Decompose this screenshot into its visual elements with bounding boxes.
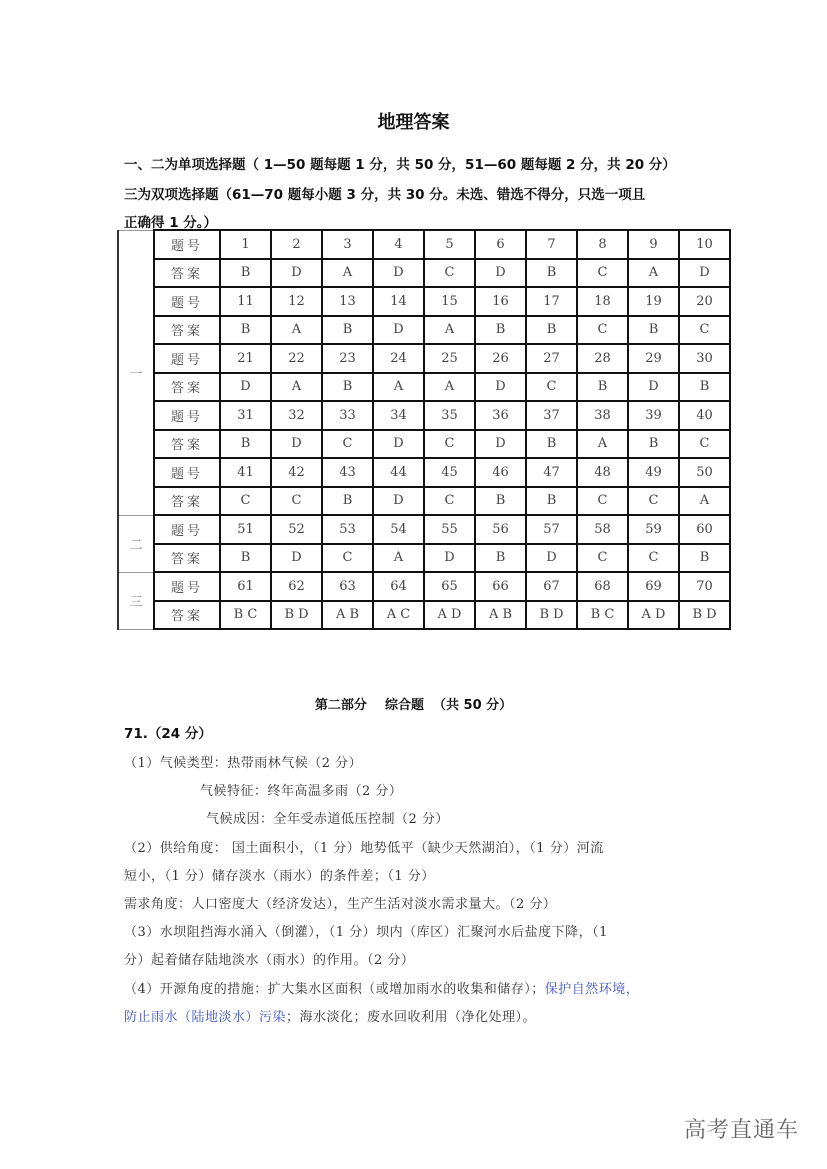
question-number-row bbox=[118, 572, 730, 601]
question-number-cell: 53 bbox=[322, 515, 373, 544]
answer-cell: C bbox=[577, 259, 628, 288]
question-number-cell: 33 bbox=[322, 401, 373, 430]
answer-cell: D bbox=[373, 259, 424, 288]
answer-line bbox=[124, 1006, 536, 1025]
answer-cell: B C bbox=[220, 601, 271, 630]
question-number-cell: 46 bbox=[475, 458, 526, 487]
question-number-cell: 48 bbox=[577, 458, 628, 487]
answer-line bbox=[124, 865, 435, 884]
row-label-answer: 答案 bbox=[154, 259, 220, 288]
answer-cell: B bbox=[526, 430, 577, 459]
question-number-cell: 49 bbox=[628, 458, 679, 487]
question-number-cell: 6 bbox=[475, 230, 526, 259]
answer-cell: B bbox=[526, 316, 577, 345]
text-segment: 分）起着储存陆地淡水（雨水）的作用。（2 分） bbox=[124, 953, 415, 968]
answer-row bbox=[118, 373, 730, 402]
question-number-cell: 3 bbox=[322, 230, 373, 259]
question-number-cell: 60 bbox=[679, 515, 730, 544]
answer-cell: A D bbox=[628, 601, 679, 630]
answer-cell: D bbox=[526, 544, 577, 573]
question-number-cell: 62 bbox=[271, 572, 322, 601]
part2-heading: 第二部分 综合题 （共 50 分） bbox=[314, 698, 513, 713]
answer-cell: C bbox=[271, 487, 322, 516]
answer-cell: A bbox=[577, 430, 628, 459]
answer-cell: A bbox=[424, 373, 475, 402]
answer-cell: C bbox=[577, 487, 628, 516]
question-number-cell: 2 bbox=[271, 230, 322, 259]
answer-cell: C bbox=[628, 487, 679, 516]
answer-cell: C bbox=[628, 544, 679, 573]
question-number-cell: 30 bbox=[679, 344, 730, 373]
answer-cell: B bbox=[526, 259, 577, 288]
question-number-cell: 34 bbox=[373, 401, 424, 430]
question-number-cell: 42 bbox=[271, 458, 322, 487]
answer-cell: A bbox=[424, 316, 475, 345]
section-label: 三 bbox=[118, 572, 154, 629]
text-segment: （3）水坝阻挡海水涌入（倒灌），（1 分）坝内（库区）汇聚河水后盐度下降，（1 bbox=[124, 925, 608, 940]
answer-cell: C bbox=[679, 430, 730, 459]
question-number-cell: 68 bbox=[577, 572, 628, 601]
question-number-row bbox=[118, 287, 730, 316]
intro-line-2: 三为双项选择题（61—70 题每小题 3 分，共 30 分。未选、错选不得分，只选一项且 bbox=[124, 187, 646, 203]
answer-cell: D bbox=[271, 544, 322, 573]
watermark: 高考直通车 bbox=[683, 1118, 799, 1143]
text-segment: （2）供给角度： 国土面积小，（1 分）地势低平（缺少天然湖泊），（1 分）河流 bbox=[124, 841, 604, 856]
answer-line bbox=[124, 893, 556, 912]
answer-cell: B bbox=[679, 373, 730, 402]
question-number-row bbox=[118, 515, 730, 544]
question-number-cell: 41 bbox=[220, 458, 271, 487]
text-segment: 需求角度：人口密度大（经济发达），生产生活对淡水需求量大。（2 分） bbox=[124, 897, 557, 912]
page-title: 地理答案 bbox=[377, 112, 450, 133]
answer-row bbox=[118, 316, 730, 345]
answer-line bbox=[200, 780, 402, 799]
question-number-cell: 4 bbox=[373, 230, 424, 259]
text-segment: （4）开源角度的措施：扩大集水区面积（或增加雨水的收集和储存）； bbox=[124, 982, 545, 997]
answer-cell: A bbox=[373, 544, 424, 573]
answer-cell: D bbox=[373, 316, 424, 345]
question-number-cell: 9 bbox=[628, 230, 679, 259]
answer-cell: C bbox=[322, 544, 373, 573]
question-number-cell: 66 bbox=[475, 572, 526, 601]
question-71-title: 71.（24 分） bbox=[124, 726, 212, 742]
question-number-cell: 32 bbox=[271, 401, 322, 430]
question-number-cell: 61 bbox=[220, 572, 271, 601]
question-number-cell: 65 bbox=[424, 572, 475, 601]
question-number-cell: 25 bbox=[424, 344, 475, 373]
question-number-cell: 38 bbox=[577, 401, 628, 430]
question-number-cell: 21 bbox=[220, 344, 271, 373]
question-number-cell: 8 bbox=[577, 230, 628, 259]
row-label-answer: 答案 bbox=[154, 544, 220, 573]
question-number-cell: 39 bbox=[628, 401, 679, 430]
question-number-cell: 45 bbox=[424, 458, 475, 487]
row-label-number: 题号 bbox=[154, 572, 220, 601]
answer-cell: D bbox=[373, 487, 424, 516]
answer-cell: D bbox=[271, 430, 322, 459]
question-number-cell: 70 bbox=[679, 572, 730, 601]
answer-cell: B bbox=[220, 316, 271, 345]
answer-cell: B bbox=[220, 259, 271, 288]
answer-line bbox=[124, 978, 639, 997]
answer-cell: B bbox=[628, 316, 679, 345]
question-number-cell: 31 bbox=[220, 401, 271, 430]
question-number-cell: 24 bbox=[373, 344, 424, 373]
question-number-cell: 23 bbox=[322, 344, 373, 373]
question-number-cell: 29 bbox=[628, 344, 679, 373]
answer-cell: C bbox=[322, 430, 373, 459]
question-number-cell: 37 bbox=[526, 401, 577, 430]
question-number-cell: 52 bbox=[271, 515, 322, 544]
answer-cell: D bbox=[475, 430, 526, 459]
question-number-cell: 56 bbox=[475, 515, 526, 544]
question-number-cell: 14 bbox=[373, 287, 424, 316]
answer-cell: A B bbox=[475, 601, 526, 630]
question-number-cell: 69 bbox=[628, 572, 679, 601]
question-number-cell: 54 bbox=[373, 515, 424, 544]
row-label-answer: 答案 bbox=[154, 316, 220, 345]
question-number-row bbox=[118, 401, 730, 430]
answer-table bbox=[117, 229, 731, 630]
question-number-cell: 13 bbox=[322, 287, 373, 316]
answer-cell: A bbox=[628, 259, 679, 288]
answer-cell: D bbox=[424, 544, 475, 573]
answer-line bbox=[124, 921, 608, 940]
text-segment: （1）气候类型：热带雨林气候（2 分） bbox=[124, 756, 363, 771]
answer-cell: A C bbox=[373, 601, 424, 630]
section-label: 二 bbox=[118, 515, 154, 572]
text-segment: ；海水淡化；废水回收利用（净化处理）。 bbox=[286, 1010, 537, 1025]
question-number-cell: 57 bbox=[526, 515, 577, 544]
answer-cell: B bbox=[475, 487, 526, 516]
answer-cell: B C bbox=[577, 601, 628, 630]
answer-cell: A bbox=[271, 316, 322, 345]
answer-cell: D bbox=[373, 430, 424, 459]
answer-cell: A bbox=[271, 373, 322, 402]
answer-row bbox=[118, 544, 730, 573]
answer-cell: B bbox=[322, 316, 373, 345]
highlighted-text: 防止雨水（陆地淡水）污染 bbox=[124, 1010, 287, 1025]
answer-cell: B bbox=[220, 544, 271, 573]
question-number-cell: 44 bbox=[373, 458, 424, 487]
question-number-cell: 17 bbox=[526, 287, 577, 316]
answer-line bbox=[206, 808, 449, 827]
answer-cell: C bbox=[220, 487, 271, 516]
answer-cell: A bbox=[373, 373, 424, 402]
answer-cell: D bbox=[628, 373, 679, 402]
answer-cell: B D bbox=[526, 601, 577, 630]
question-number-cell: 19 bbox=[628, 287, 679, 316]
answer-row bbox=[118, 601, 730, 630]
question-number-cell: 51 bbox=[220, 515, 271, 544]
answer-cell: C bbox=[577, 544, 628, 573]
section-label: 一 bbox=[118, 230, 154, 515]
question-number-cell: 47 bbox=[526, 458, 577, 487]
answer-cell: B D bbox=[679, 601, 730, 630]
question-number-cell: 5 bbox=[424, 230, 475, 259]
answer-cell: A D bbox=[424, 601, 475, 630]
question-number-row bbox=[118, 344, 730, 373]
question-number-cell: 10 bbox=[679, 230, 730, 259]
question-number-cell: 50 bbox=[679, 458, 730, 487]
question-number-cell: 18 bbox=[577, 287, 628, 316]
answer-row bbox=[118, 430, 730, 459]
intro-line-1: 一、二为单项选择题（ 1—50 题每题 1 分，共 50 分，51—60 题每题 2 分，共 20 分） bbox=[124, 157, 676, 173]
row-label-answer: 答案 bbox=[154, 601, 220, 630]
question-number-cell: 28 bbox=[577, 344, 628, 373]
answer-cell: B bbox=[220, 430, 271, 459]
question-number-cell: 15 bbox=[424, 287, 475, 316]
answer-cell: C bbox=[577, 316, 628, 345]
row-label-answer: 答案 bbox=[154, 487, 220, 516]
answer-row bbox=[118, 259, 730, 288]
answer-line bbox=[124, 949, 414, 968]
answer-cell: C bbox=[424, 430, 475, 459]
answer-line bbox=[124, 752, 362, 771]
question-number-cell: 12 bbox=[271, 287, 322, 316]
answer-cell: B bbox=[322, 487, 373, 516]
answer-line bbox=[124, 837, 604, 856]
question-number-cell: 22 bbox=[271, 344, 322, 373]
question-number-cell: 26 bbox=[475, 344, 526, 373]
answer-row bbox=[118, 487, 730, 516]
answer-cell: A bbox=[679, 487, 730, 516]
answer-cell: C bbox=[424, 259, 475, 288]
answer-cell: D bbox=[679, 259, 730, 288]
question-number-cell: 43 bbox=[322, 458, 373, 487]
question-number-cell: 67 bbox=[526, 572, 577, 601]
question-number-cell: 58 bbox=[577, 515, 628, 544]
row-label-answer: 答案 bbox=[154, 373, 220, 402]
answer-cell: B bbox=[577, 373, 628, 402]
question-number-cell: 16 bbox=[475, 287, 526, 316]
answer-cell: B bbox=[526, 487, 577, 516]
row-label-number: 题号 bbox=[154, 287, 220, 316]
row-label-number: 题号 bbox=[154, 344, 220, 373]
question-number-cell: 64 bbox=[373, 572, 424, 601]
question-number-cell: 27 bbox=[526, 344, 577, 373]
question-number-cell: 7 bbox=[526, 230, 577, 259]
answer-cell: C bbox=[526, 373, 577, 402]
answer-cell: B bbox=[475, 544, 526, 573]
question-number-row bbox=[118, 230, 730, 259]
question-number-cell: 1 bbox=[220, 230, 271, 259]
question-number-cell: 36 bbox=[475, 401, 526, 430]
question-number-cell: 40 bbox=[679, 401, 730, 430]
answer-cell: D bbox=[475, 373, 526, 402]
answer-cell: D bbox=[475, 259, 526, 288]
text-segment: 气候特征：终年高温多雨（2 分） bbox=[200, 784, 403, 799]
text-segment: 气候成因：全年受赤道低压控制（2 分） bbox=[206, 812, 449, 827]
answer-cell: A B bbox=[322, 601, 373, 630]
row-label-number: 题号 bbox=[154, 458, 220, 487]
answer-cell: A bbox=[322, 259, 373, 288]
question-number-cell: 20 bbox=[679, 287, 730, 316]
row-label-number: 题号 bbox=[154, 230, 220, 259]
answer-cell: C bbox=[424, 487, 475, 516]
row-label-answer: 答案 bbox=[154, 430, 220, 459]
answer-cell: D bbox=[220, 373, 271, 402]
question-number-cell: 63 bbox=[322, 572, 373, 601]
question-number-cell: 55 bbox=[424, 515, 475, 544]
answer-cell: B bbox=[628, 430, 679, 459]
answer-cell: B D bbox=[271, 601, 322, 630]
row-label-number: 题号 bbox=[154, 515, 220, 544]
row-label-number: 题号 bbox=[154, 401, 220, 430]
question-number-cell: 35 bbox=[424, 401, 475, 430]
intro-line-3: 正确得 1 分。） bbox=[124, 215, 218, 231]
question-number-row bbox=[118, 458, 730, 487]
question-number-cell: 11 bbox=[220, 287, 271, 316]
highlighted-text: 保护自然环境， bbox=[544, 982, 640, 997]
text-segment: 短小，（1 分）储存淡水（雨水）的条件差；（1 分） bbox=[124, 869, 435, 884]
answer-cell: B bbox=[679, 544, 730, 573]
answer-cell: D bbox=[271, 259, 322, 288]
answer-cell: C bbox=[679, 316, 730, 345]
answer-cell: B bbox=[475, 316, 526, 345]
question-number-cell: 59 bbox=[628, 515, 679, 544]
answer-cell: B bbox=[322, 373, 373, 402]
